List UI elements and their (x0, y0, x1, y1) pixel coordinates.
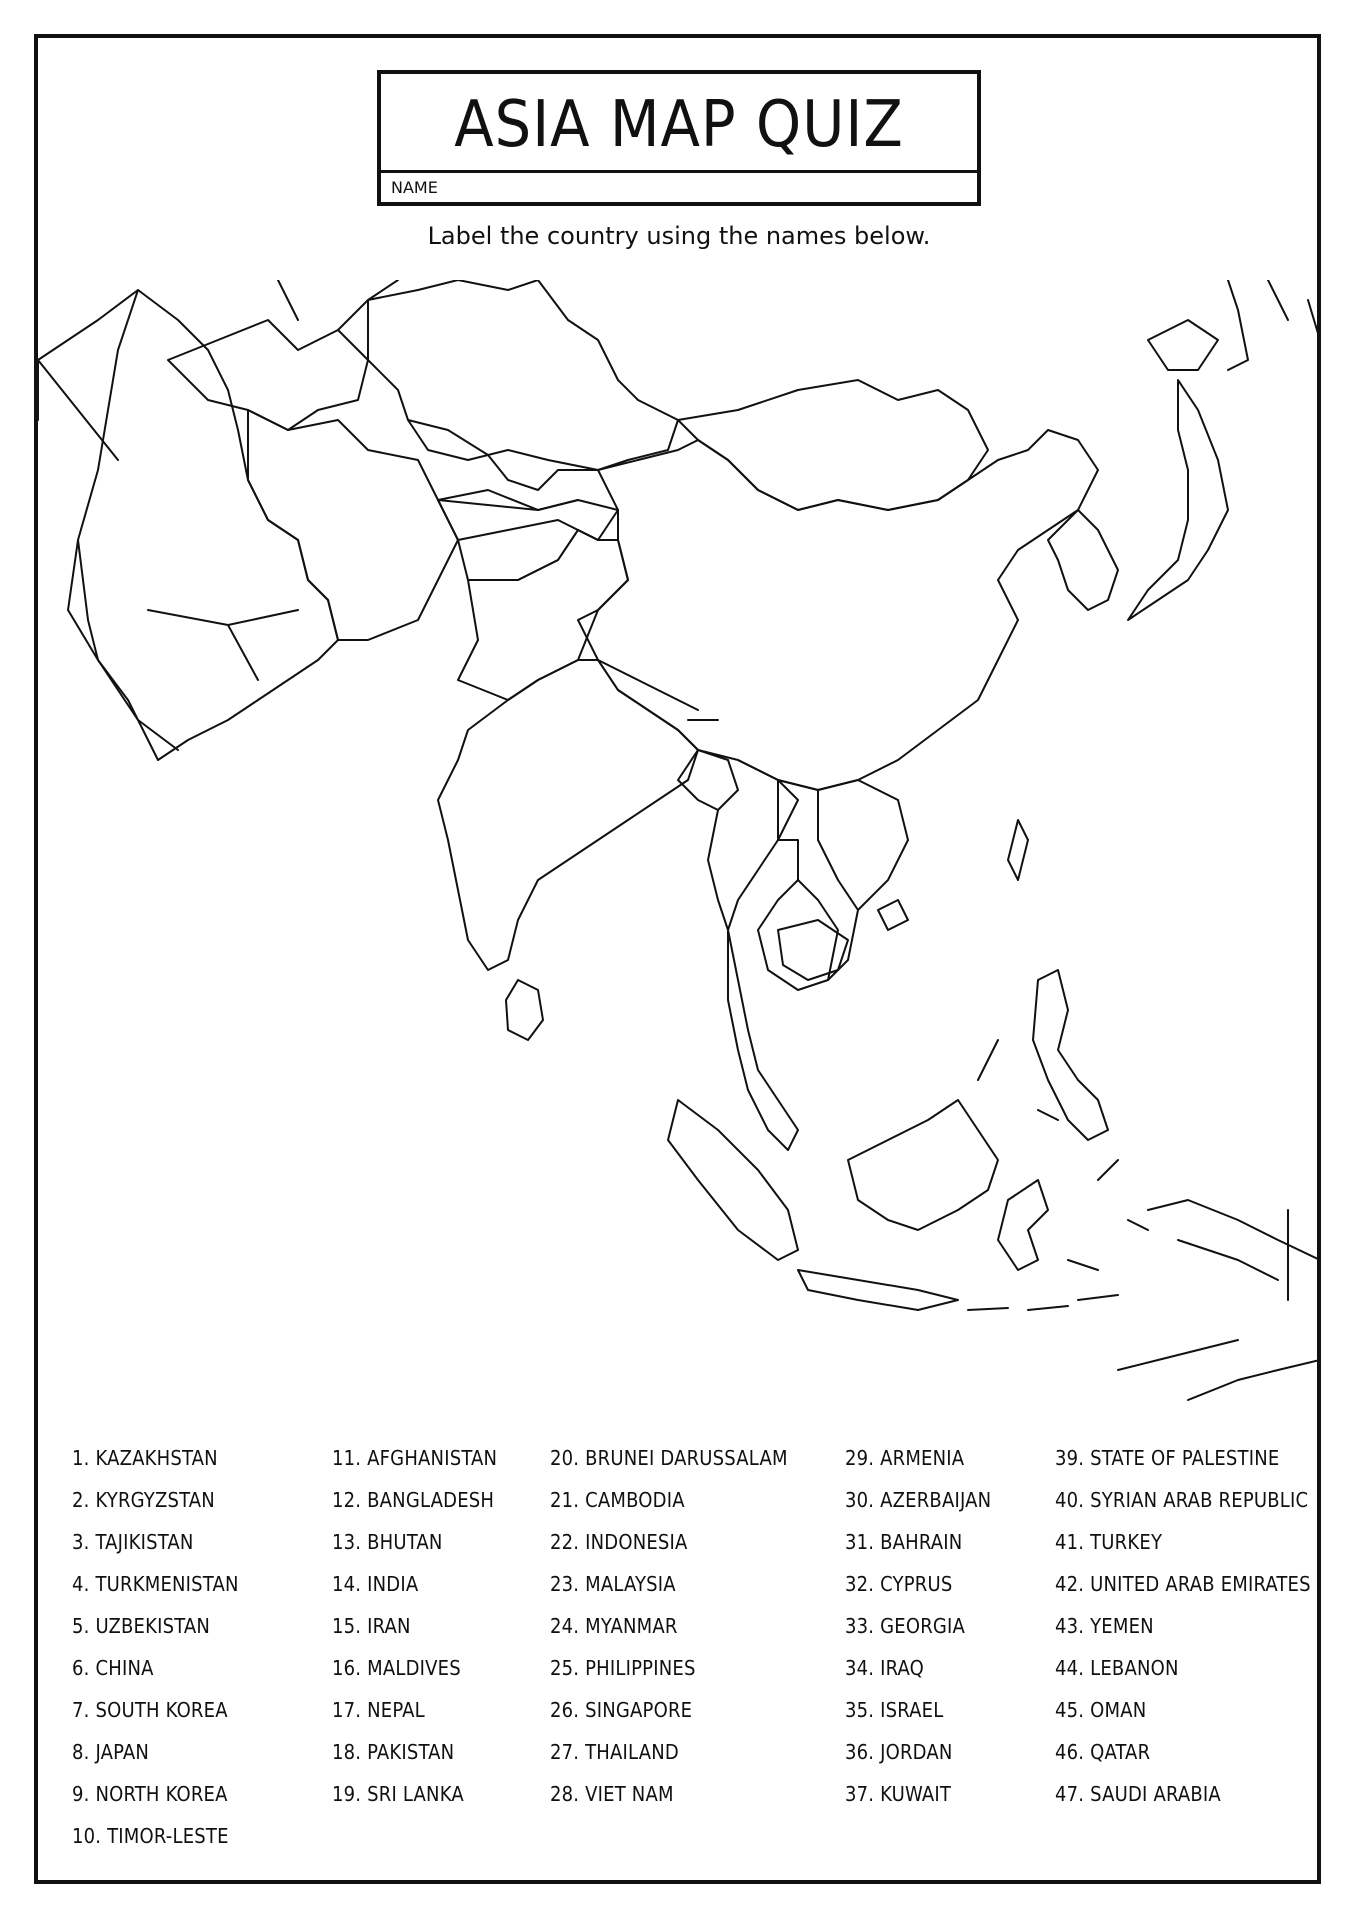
red-sea-coast (68, 540, 178, 750)
name-label: NAME (391, 178, 438, 197)
sumatra (668, 1100, 798, 1260)
instruction-text: Label the country using the names below. (427, 222, 931, 250)
india (438, 660, 698, 970)
asia-outline-map (38, 280, 1320, 1420)
list-item: 35. ISRAEL (845, 1698, 944, 1722)
hokkaido (1148, 320, 1218, 370)
list-column-5 (1055, 1443, 1311, 1821)
list-item: 29. ARMENIA (845, 1446, 965, 1470)
list-column-2 (332, 1443, 497, 1821)
afghanistan (438, 500, 618, 580)
list-item: 11. AFGHANISTAN (332, 1446, 498, 1470)
list-item: 7. SOUTH KOREA (72, 1698, 228, 1722)
list-item: 1. KAZAKHSTAN (72, 1446, 218, 1470)
new-guinea (1148, 1200, 1320, 1280)
malay-peninsula (728, 930, 798, 1150)
sulawesi (998, 1180, 1048, 1270)
list-item: 9. NORTH KOREA (72, 1782, 228, 1806)
maluku (1068, 1160, 1148, 1270)
list-item: 16. MALDIVES (332, 1656, 461, 1680)
list-item: 34. IRAQ (845, 1656, 925, 1680)
list-item: 45. OMAN (1055, 1698, 1147, 1722)
list-item: 18. PAKISTAN (332, 1740, 455, 1764)
sakhalin (1228, 280, 1288, 370)
page-title: ASIA MAP QUIZ (454, 88, 904, 162)
nepal-bhutan (598, 660, 718, 720)
list-item: 46. QATAR (1055, 1740, 1151, 1764)
list-item: 14. INDIA (332, 1572, 419, 1596)
list-item: 23. MALAYSIA (550, 1572, 676, 1596)
list-item: 6. CHINA (72, 1656, 154, 1680)
list-item: 22. INDONESIA (550, 1530, 688, 1554)
list-column-1 (72, 1443, 239, 1863)
list-item: 4. TURKMENISTAN (72, 1572, 239, 1596)
japan (1128, 380, 1228, 620)
list-item: 3. TAJIKISTAN (72, 1530, 194, 1554)
list-item: 26. SINGAPORE (550, 1698, 693, 1722)
list-item: 5. UZBEKISTAN (72, 1614, 211, 1638)
pakistan (458, 530, 628, 700)
caucasus (278, 280, 398, 330)
hainan (878, 900, 908, 930)
title-box (377, 70, 981, 206)
central-asia (408, 420, 598, 540)
list-item: 41. TURKEY (1055, 1530, 1163, 1554)
list-item: 12. BANGLADESH (332, 1488, 495, 1512)
list-item: 47. SAUDI ARABIA (1055, 1782, 1221, 1806)
europe-edge (38, 290, 138, 460)
list-item: 25. PHILIPPINES (550, 1656, 696, 1680)
list-item: 37. KUWAIT (845, 1782, 952, 1806)
philippines (978, 970, 1108, 1140)
name-divider (381, 170, 977, 173)
list-item: 43. YEMEN (1055, 1614, 1154, 1638)
list-item: 20. BRUNEI DARUSSALAM (550, 1446, 788, 1470)
list-item: 19. SRI LANKA (332, 1782, 464, 1806)
list-item: 40. SYRIAN ARAB REPUBLIC (1055, 1488, 1309, 1512)
turkey-region (168, 320, 368, 430)
iran (248, 410, 458, 640)
timor (1118, 1340, 1238, 1370)
list-item: 15. IRAN (332, 1614, 411, 1638)
list-item: 39. STATE OF PALESTINE (1055, 1446, 1280, 1470)
taiwan (1008, 820, 1028, 880)
list-item: 32. CYPRUS (845, 1572, 953, 1596)
list-item: 36. JORDAN (845, 1740, 953, 1764)
borneo (848, 1100, 998, 1230)
kazakhstan (368, 280, 678, 470)
list-column-4 (845, 1443, 991, 1821)
list-column-3 (550, 1443, 788, 1821)
list-item: 10. TIMOR-LESTE (72, 1824, 229, 1848)
list-item: 28. VIET NAM (550, 1782, 674, 1806)
china (578, 430, 1098, 790)
list-item: 33. GEORGIA (845, 1614, 966, 1638)
list-item: 21. CAMBODIA (550, 1488, 685, 1512)
australia-edge (1188, 1360, 1320, 1400)
list-item: 27. THAILAND (550, 1740, 679, 1764)
java-lesser-sunda (798, 1270, 1118, 1310)
list-item: 30. AZERBAIJAN (845, 1488, 992, 1512)
list-item: 13. BHUTAN (332, 1530, 443, 1554)
list-item: 31. BAHRAIN (845, 1530, 963, 1554)
korean-peninsula (1048, 510, 1118, 610)
list-item: 2. KYRGYZSTAN (72, 1488, 215, 1512)
mongolia (678, 380, 988, 510)
list-item: 17. NEPAL (332, 1698, 425, 1722)
sri-lanka (506, 980, 543, 1040)
kuril-edge (1308, 300, 1320, 380)
list-item: 8. JAPAN (72, 1740, 150, 1764)
saudi-border (148, 610, 298, 680)
list-item: 42. UNITED ARAB EMIRATES (1055, 1572, 1311, 1596)
list-item: 24. MYANMAR (550, 1614, 678, 1638)
list-item: 44. LEBANON (1055, 1656, 1179, 1680)
